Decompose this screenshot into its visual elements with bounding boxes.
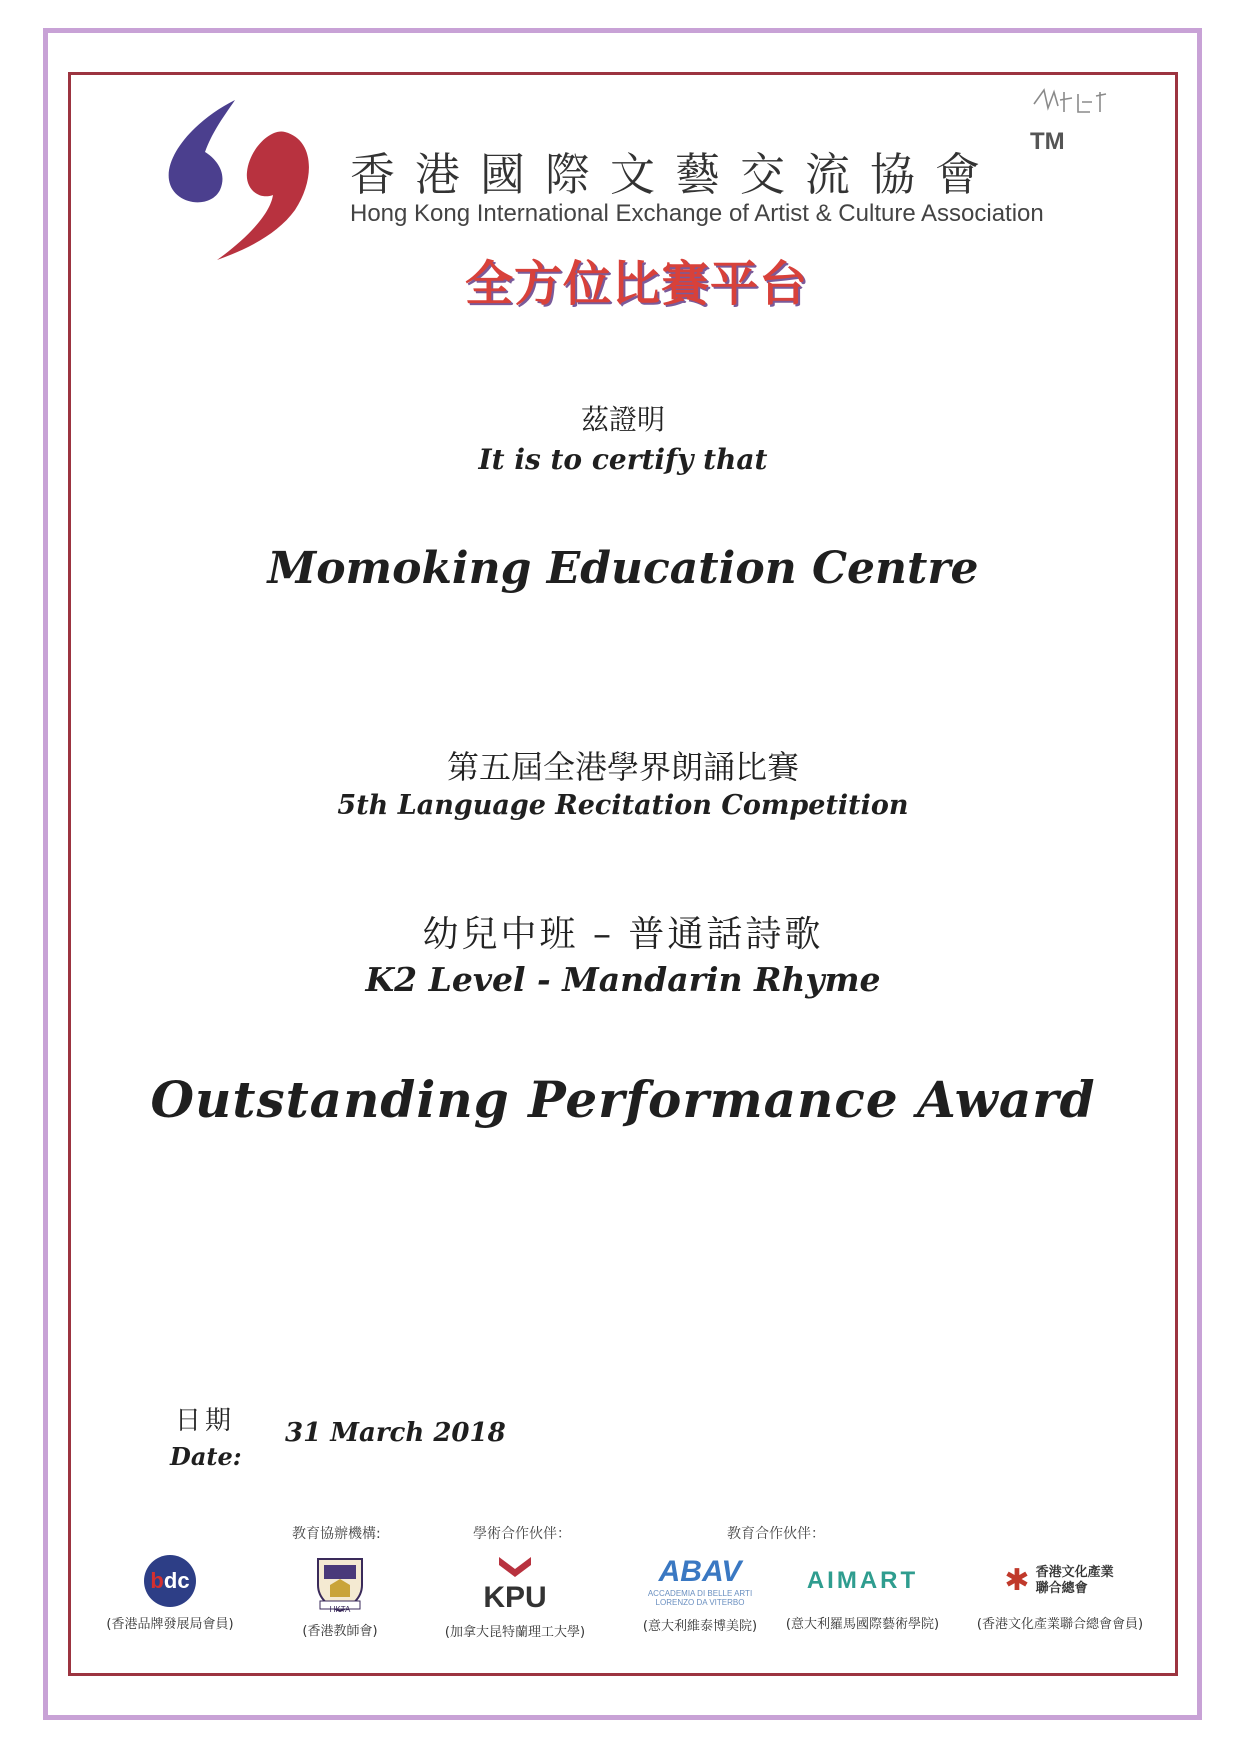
association-name-zh: 香港國際文藝交流協會 [350,148,1001,201]
hkcia-logo-icon: ✱ 香港文化產業聯合總會 [1004,1563,1114,1598]
partner-caption: (意大利維泰博美院) [642,1619,758,1634]
certify-en: It is to certify that [478,443,768,476]
partner-aimart [775,1555,950,1632]
signature [1030,82,1110,122]
competition-zh: 第五屆全港學界朗誦比賽 [446,748,799,786]
partner-hkta [285,1555,395,1639]
award-title: Outstanding Performance Award [150,1070,1096,1129]
partner-caption: (意大利羅馬國際藝術學院) [785,1617,940,1632]
partner-caption: (香港文化產業聯合總會會員) [976,1617,1144,1632]
aimart-logo-icon: AIMART [806,1567,919,1594]
category-en: K2 Level - Mandarin Rhyme [365,960,881,999]
hkta-crest-icon: HKTA [310,1555,370,1614]
category-zh: 幼兒中班 – 普通話詩歌 [422,914,824,955]
partner-kpu [430,1555,600,1640]
co-organizer-heading: 教育協辦機構: [292,1526,381,1542]
association-logo-icon [165,100,310,260]
partner-hkcia [970,1555,1150,1632]
bdc-logo-icon: bdc [144,1555,196,1607]
date-value: 31 March 2018 [285,1418,506,1448]
partner-caption: (香港品牌發展局會員) [106,1617,234,1632]
certify-zh: 茲證明 [580,403,665,436]
partner-caption: (加拿大昆特蘭理工大學) [444,1625,586,1640]
platform-title: 全方位比賽平台 [465,256,809,312]
abav-logo-icon: ABAV ACCADEMIA DI BELLE ARTI LORENZO DA VITERBO [647,1555,753,1607]
date-label-en: Date: [170,1442,242,1471]
partner-bdc [95,1555,245,1632]
partner-caption: (香港教師會) [302,1624,378,1639]
kpu-logo-icon: KPU [430,1555,600,1615]
recipient-name: Momoking Education Centre [267,543,979,594]
partner-abav [630,1555,770,1634]
competition-en: 5th Language Recitation Competition [337,790,909,821]
education-partner-heading: 教育合作伙伴： [727,1526,825,1542]
academic-partner-heading: 學術合作伙伴： [473,1526,571,1542]
association-name-en: Hong Kong International Exchange of Artist & Culture Association [350,200,1044,227]
trademark: TM [1030,128,1065,155]
date-label-zh: 日期 [175,1406,236,1436]
